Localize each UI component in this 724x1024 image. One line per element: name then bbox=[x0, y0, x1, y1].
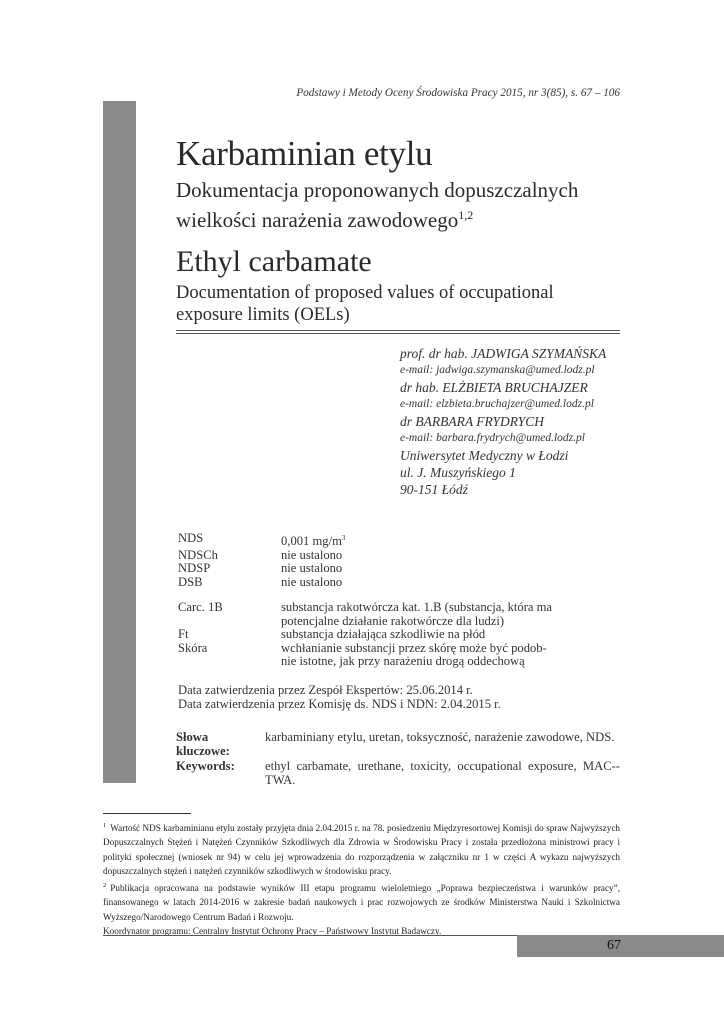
keywords-en-value: ethyl carbamate, urethane, toxicity, occupational exposure, MAC--TWA. bbox=[265, 759, 620, 787]
param-value: nie istotne, jak przy narażeniu drogą oddechową bbox=[281, 654, 525, 669]
author-3-name: dr BARBARA FRYDRYCH bbox=[400, 414, 545, 429]
approval-date-experts: Data zatwierdzenia przez Zespół Ekspertów: 25.06.2014 r. bbox=[178, 683, 473, 697]
footnote-divider bbox=[103, 813, 191, 814]
title-polish: Karbaminian etylu bbox=[176, 134, 433, 173]
title-divider-top bbox=[176, 330, 620, 331]
subtitle-english-line1: Documentation of proposed values of occupational bbox=[176, 283, 554, 303]
footnote-marks: 1,2 bbox=[458, 208, 474, 222]
author-2-email[interactable]: e-mail: elzbieta.bruchajzer@umed.lodz.pl bbox=[400, 398, 594, 410]
param-value: wchłanianie substancji przez skórę może być podob- bbox=[281, 640, 547, 655]
footnote-2-mark: 2 bbox=[103, 881, 107, 889]
footnote-1 bbox=[103, 819, 620, 879]
footnote-2 bbox=[103, 879, 620, 924]
approval-date-commission: Data zatwierdzenia przez Komisję ds. NDS i NDN: 2.04.2015 r. bbox=[178, 696, 501, 711]
footnote-1-mark: 1 bbox=[103, 822, 107, 829]
author-2-name: dr hab. ELŻBIETA BRUCHAJZER bbox=[400, 380, 588, 395]
subtitle-polish-line1: Dokumentacja proponowanych dopuszczalnych bbox=[176, 178, 579, 202]
keywords-pl-label: Słowa kluczowe: bbox=[176, 730, 230, 758]
title-divider-bottom bbox=[176, 333, 620, 334]
coordinator-note: Koordynator programu: Centralny Instytut Ochrony Pracy – Państwowy Instytut Badawczy. bbox=[103, 925, 442, 936]
param-value: potencjalne działanie rakotwórcze dla ludzi) bbox=[281, 613, 505, 628]
subtitle-polish-line2: wielkości narażenia zawodowego bbox=[176, 208, 459, 232]
author-1-email[interactable]: e-mail: jadwiga.szymanska@umed.lodz.pl bbox=[400, 364, 595, 376]
keywords-block bbox=[176, 731, 620, 789]
journal-header: Podstawy i Metody Oceny Środowiska Pracy 2015, nr 3(85), s. 67 – 106 bbox=[296, 87, 620, 99]
author-3-email[interactable]: e-mail: barbara.frydrych@umed.lodz.pl bbox=[400, 432, 585, 444]
keywords-en-label: Keywords: bbox=[176, 759, 235, 773]
param-label: Skóra bbox=[178, 640, 208, 655]
institution: Uniwersytet Medyczny w Łodzi bbox=[400, 448, 569, 463]
city-address: 90-151 Łódź bbox=[400, 482, 468, 497]
authors-block bbox=[400, 345, 630, 498]
footnotes bbox=[103, 819, 620, 938]
footer-rule bbox=[103, 935, 517, 936]
param-label: NDSP bbox=[178, 561, 211, 576]
decorative-sidebar-bar bbox=[103, 101, 136, 783]
subtitle-english-line2: exposure limits (OELs) bbox=[176, 305, 350, 325]
param-value: nie ustalono bbox=[281, 547, 343, 562]
author-1-name: prof. dr hab. JADWIGA SZYMAŃSKA bbox=[400, 346, 607, 361]
exposure-parameters bbox=[178, 532, 628, 669]
param-value: nie ustalono bbox=[281, 561, 343, 576]
param-label: NDSCh bbox=[178, 547, 218, 562]
param-label: Ft bbox=[178, 627, 189, 642]
subtitle-polish bbox=[176, 178, 626, 233]
param-value: 0,001 mg/m bbox=[281, 534, 342, 549]
approval-dates bbox=[178, 684, 501, 711]
param-value: substancja działająca szkodliwie na płód bbox=[281, 627, 486, 642]
keywords-pl-value: karbaminiany etylu, uretan, toksyczność, narażenie zawodowe, NDS. bbox=[265, 730, 615, 744]
street-address: ul. J. Muszyńskiego 1 bbox=[400, 465, 516, 480]
param-label: DSB bbox=[178, 574, 203, 589]
page-number: 67 bbox=[607, 938, 621, 953]
param-label: Carc. 1B bbox=[178, 600, 223, 615]
subtitle-english bbox=[176, 282, 626, 326]
title-english: Ethyl carbamate bbox=[176, 245, 372, 278]
param-sup: 3 bbox=[341, 534, 346, 542]
param-label: NDS bbox=[178, 531, 204, 545]
footnote-1-text: Wartość NDS karbaminianu etylu zostały przyjęta dnia 2.04.2015 r. na 78. posiedzeniu Międzyresortowej Komisji do spraw Najwyższych Dopuszczalnych Stężeń i Natężeń Czynników Szkodliwych dla Zdrowia w Środowisku Pracy i została przedłożona ministrowi pracy i polityki społecznej (wniosek nr 94) w celu jej wprowadzenia do rozporządzenia w załączniku nr 1 w części A wykazu najwyższych dopuszczalnych stężeń i natężeń czynników szkodliwych w środowisku pracy. bbox=[103, 823, 620, 877]
footnote-2-text: Publikacja opracowana na podstawie wyników III etapu programu wieloletniego „Poprawa bezpieczeństwa i warunków pracy”, finansowanego w latach 2014-2016 w zakresie badań naukowych i prac rozwojowych ze środków Ministerstwa Nauki i Szkolnictwa Wyższego/Narodowego Centrum Badań i Rozwoju. bbox=[103, 882, 620, 922]
param-value: nie ustalono bbox=[281, 574, 343, 589]
param-value: substancja rakotwórcza kat. 1.B (substancja, która ma bbox=[281, 600, 553, 615]
